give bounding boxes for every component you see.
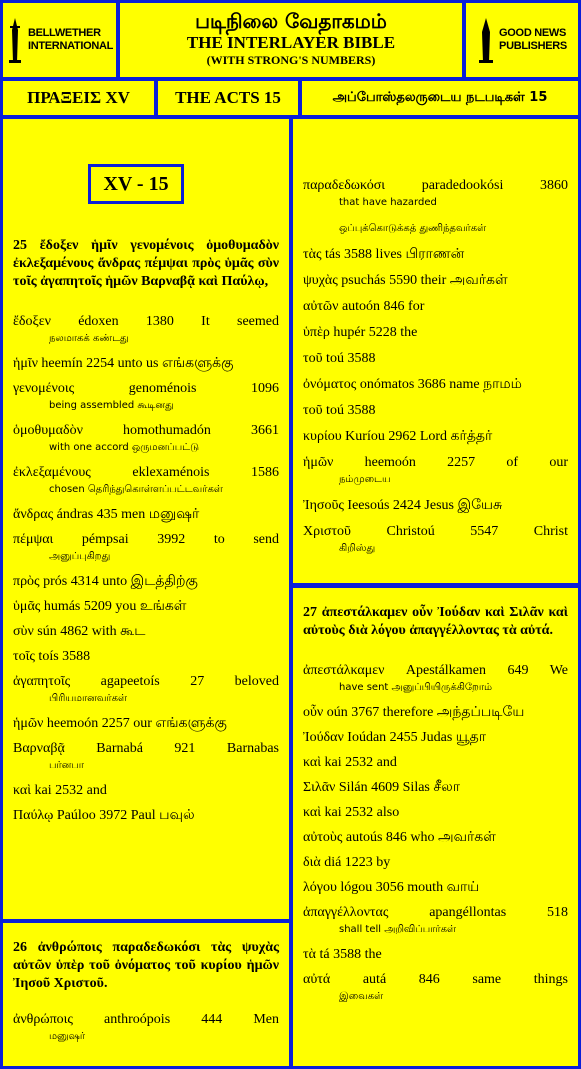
word-entry-gloss: being assembled கூடினது [49,400,174,411]
word-entry [303,779,568,796]
verse-25: 25 ἔδοξεν ἡμῖν γενομένοις ὁμοθυμαδὸν ἐκλεξαμένους ἄνδρας πέμψαι πρὸς ὑμᾶς σὺν τοῖς ἀγαπητοῖς ἡμῶν Βαρναβᾷ καὶ Παύλῳ, [13,238,279,289]
word-entry [13,598,279,615]
word-entry [13,355,279,372]
verse-27: 27 ἀπεστάλκαμεν οὖν Ἰούδαν καὶ Σιλᾶν καὶ αὐτοὺς διὰ λόγου ἀπαγγέλλοντας τὰ αὐτά. [303,605,568,638]
word-entry-main: γενομένοις genoménois 1096 [13,381,279,396]
word-entry-main: ἀνθρώποις anthroópois 444 Men [13,1012,279,1027]
word-entry [303,729,568,746]
word-entry [303,854,568,871]
word-entry-main: ἄνδρας ándras 435 men மனுஷர் [13,507,200,522]
book-tamil: அப்போஸ்தலருடைய நடபடிகள் 15 [302,81,578,115]
word-entry-gloss: பிரியமானவர்கள் [49,693,128,704]
left-logo-line1: BELLWETHER [27,27,101,39]
word-entry-main: αὐτά autá 846 same things [303,972,568,987]
word-entry [303,177,568,211]
word-entry [303,376,568,393]
word-entry-gloss: ஒப்புக்கொடுக்கத் துணிந்தவர்கள் [339,223,487,234]
word-entry [303,324,568,341]
word-entry-main: αὐτοὺς autoús 846 who அவர்கள் [303,830,496,845]
word-entry-main: Σιλᾶν Silán 4609 Silas சீலா [303,780,461,795]
page-title: THE INTERLAYER BIBLE [186,33,396,52]
bellwether-tower-icon [6,16,24,64]
word-entry [13,506,279,523]
right-panel-top [293,119,578,583]
word-entry [13,782,279,799]
word-entry-main: ψυχὰς psuchás 5590 their அவர்கள் [303,273,508,288]
word-entry-main: ἔδοξεν édoxen 1380 It seemed [13,314,279,329]
word-entry [13,623,279,640]
word-entry [13,807,279,824]
right-top-content [303,177,568,566]
title-tamil: படிநிலை வேதாகமம் [195,9,387,33]
word-entry-main: ὑπὲρ hupér 5228 the [303,325,418,340]
chapter-verse-ref: XV - 15 [88,164,184,204]
word-entry-main: Βαρναβᾷ Barnabá 921 Barnabas [13,741,279,756]
verse-26-entry-list [13,1011,279,1045]
right-panel-bottom [293,588,578,1066]
word-entry [303,246,568,263]
right-logo-line1: GOOD NEWS [499,27,567,39]
word-entry [13,464,279,498]
word-entry-gloss: இவைகள் [339,991,384,1002]
word-entry-main: ἀπαγγέλλοντας apangéllontas 518 [303,905,568,920]
word-entry-main: ὁμοθυμαδὸν homothumadón 3661 [13,423,279,438]
word-entry-gloss: கிறிஸ்து [339,543,376,554]
word-entry-main: τοῦ toú 3588 [303,351,376,366]
word-entry-main: σὺν sún 4862 with கூட [13,624,146,639]
word-entry [303,879,568,896]
left-panel [3,119,289,919]
word-entry [13,715,279,732]
title-block [120,3,462,77]
word-entry-gloss: with one accord ஒருமனப்பட்டு [49,442,200,453]
word-entry-gloss: have sent அனுப்பியிருக்கிறோம் [339,682,493,693]
word-entry [13,422,279,456]
right-top-entry-list [303,177,568,557]
word-entry-main: Χριστοῦ Christoú 5547 Christ [303,524,568,539]
word-entry [303,662,568,696]
word-entry [303,350,568,367]
word-entry-main: Ἰησοῦς Ieesoús 2424 Jesus இயேசு [303,498,503,513]
word-entry-gloss: பர்னபா [49,760,85,771]
word-entry-gloss: நம்முடைய [339,474,391,485]
word-entry-main: ἀγαπητοῖς agapeetoís 27 beloved [13,674,279,689]
word-entry [303,220,568,237]
word-entry-main: διὰ diá 1223 by [303,855,391,870]
word-entry-main: τοῦ toú 3588 [303,403,376,418]
word-entry-main: πέμψαι pémpsai 3992 to send [13,532,279,547]
word-entry-gloss: அனுப்புகிறது [49,551,111,562]
word-entry [13,380,279,414]
word-entry [13,1011,279,1045]
word-entry-main: καὶ kai 2532 and [13,783,107,798]
word-entry-gloss: shall tell அறிவிப்பார்கள் [339,924,457,935]
word-entry-main: λόγου lógou 3056 mouth வாய் [303,880,480,895]
left-logo-line2: INTERNATIONAL [27,40,114,52]
left-logo [3,3,116,77]
word-entry [13,648,279,665]
word-entry-main: ἡμῶν heemoón 2257 our எங்களுக்கு [13,716,227,731]
right-bottom-entry-list [303,662,568,1005]
word-entry [303,754,568,771]
word-entry [303,946,568,963]
word-entry-main: αὐτῶν autoón 846 for [303,299,425,314]
word-entry-main: ἀπεστάλκαμεν Apestálkamen 649 We [303,663,568,678]
word-entry [303,428,568,445]
word-entry [303,298,568,315]
word-entry [303,804,568,821]
word-entry-gloss: that have hazarded [339,197,437,208]
left-panel-bottom [3,923,289,1066]
word-entry [303,904,568,938]
word-entry-main: Ἰούδαν Ioúdan 2455 Judas யூதா [303,730,487,745]
right-logo [466,3,578,77]
word-entry-gloss: மனுஷர் [49,1031,86,1042]
word-entry-main: τὰ tá 3588 the [303,947,382,962]
word-entry [13,313,279,347]
word-entry-gloss: chosen தெரிந்துகொள்ளப்பட்டவர்கள் [49,484,223,495]
left-content [13,237,279,832]
word-entry-main: καὶ kai 2532 also [303,805,400,820]
good-news-tower-icon [477,16,495,64]
word-entry-main: τὰς tás 3588 lives பிராணன் [303,247,465,262]
word-entry [303,272,568,289]
word-entry-main: οὖν oún 3767 therefore அந்தப்படியே [303,705,525,720]
word-entry-main: πρὸς prós 4314 unto இடத்திற்கு [13,574,198,589]
word-entry-main: ὀνόματος onómatos 3686 name நாமம் [303,377,522,392]
word-entry [303,523,568,557]
word-entry-main: ὑμᾶς humás 5209 you உங்கள் [13,599,187,614]
word-entry-main: τοῖς toís 3588 [13,649,91,664]
word-entry [303,402,568,419]
book-greek: ΠΡΑΞΕΙΣ XV [3,81,154,115]
page-subtitle: (WITH STRONG'S NUMBERS) [206,53,376,67]
word-entry-main: ἐκλεξαμένους eklexaménois 1586 [13,465,279,480]
left-entry-list [13,313,279,824]
word-entry-main: ἡμῶν heemoón 2257 of our [303,455,568,470]
right-bottom-content [303,604,568,1013]
verse-26-content [13,939,279,1051]
word-entry [303,829,568,846]
word-entry [13,573,279,590]
word-entry [303,704,568,721]
right-logo-line2: PUBLISHERS [499,40,567,52]
word-entry [303,971,568,1005]
book-english: THE ACTS 15 [158,81,298,115]
word-entry-main: καὶ kai 2532 and [303,755,397,770]
word-entry-gloss: நலமாகக் கண்டது [49,333,129,344]
word-entry [303,497,568,514]
word-entry [13,740,279,774]
word-entry-main: κυρίου Kuríou 2962 Lord கர்த்தர் [303,429,493,444]
word-entry-main: Παύλῳ Paúloo 3972 Paul பவுல் [13,808,195,823]
word-entry-main: παραδεδωκόσι paradedookósi 3860 [303,178,568,193]
word-entry [13,531,279,565]
word-entry [303,454,568,488]
verse-26: 26 ἀνθρώποις παραδεδωκόσι τὰς ψυχὰς αὐτῶν ὑπὲρ τοῦ ὀνόματος τοῦ κυρίου ἡμῶν Ἰησοῦ Χριστοῦ. [13,940,279,991]
word-entry [13,673,279,707]
word-entry-main: ἡμῖν heemín 2254 unto us எங்களுக்கு [13,356,234,371]
